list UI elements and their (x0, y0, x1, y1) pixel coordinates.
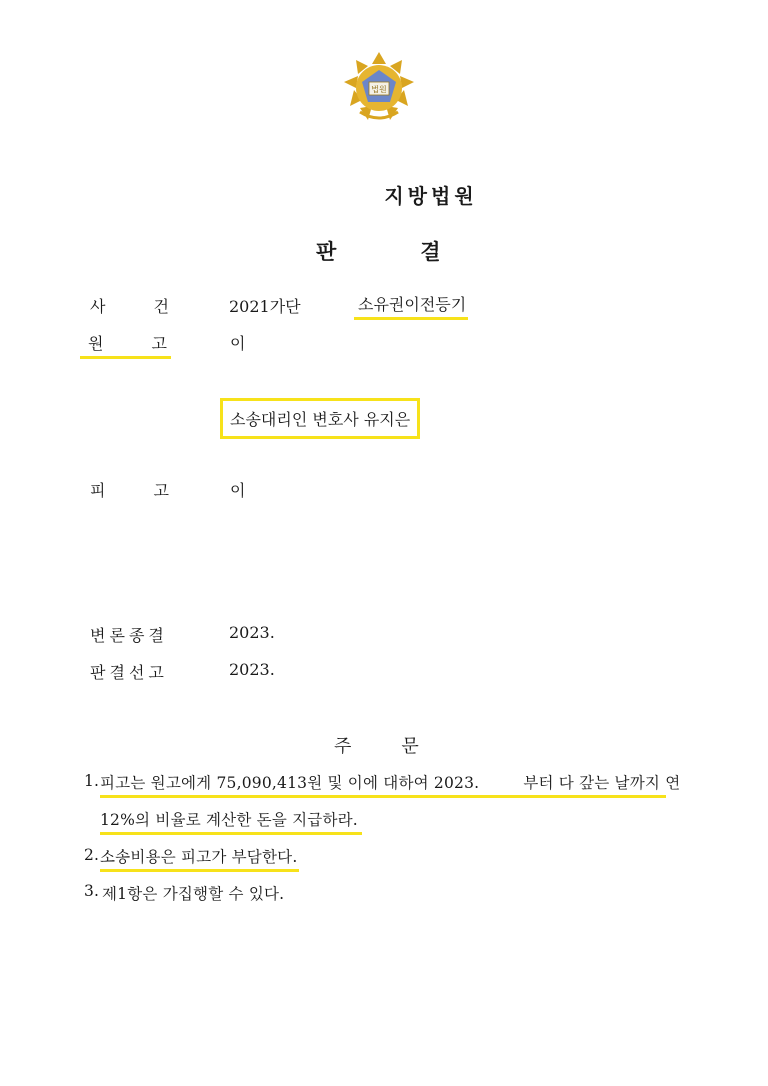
hearing-closed-label-char: 론 (109, 626, 125, 645)
judgment-date-label-char: 결 (109, 663, 125, 682)
plaintiff-name: 이 (230, 334, 246, 353)
order-item-2-text: 소송비용은 피고가 부담한다. (100, 845, 299, 872)
plaintiff-label-char: 원 (88, 334, 104, 353)
judgment-date-label-char: 판 (90, 663, 106, 682)
order-item-1-text-b: 부터 다 갚는 날까지 연 (523, 774, 681, 792)
order-section-title (334, 732, 419, 758)
court-name: 지방법원 (384, 184, 478, 208)
judgment-date-label (90, 660, 164, 683)
order-item-3-text: 제1항은 가집행할 수 있다. (102, 885, 285, 903)
judgment-date-label-char: 선 (128, 663, 145, 682)
hearing-closed-label (90, 623, 164, 646)
court-emblem (342, 50, 416, 124)
order-item-1-line2: 12%의 비율로 계산한 돈을 지급하라. (100, 808, 362, 835)
hearing-closed-label-char: 종 (128, 626, 145, 645)
hearing-closed-label-char: 결 (148, 626, 164, 645)
svg-text:법원: 법원 (371, 85, 387, 94)
hearing-closed-date: 2023. (229, 623, 275, 642)
document-title-char: 결 (420, 240, 441, 264)
defendant-label (90, 478, 169, 501)
defendant-label-char: 피 (90, 481, 106, 500)
order-item-2-number: 2. (84, 846, 100, 864)
defendant-name: 이 (230, 481, 246, 500)
order-title-char: 주 (334, 736, 352, 757)
order-item-1-text-a: 피고는 원고에게 75,090,413원 및 이에 대하여 2023. (100, 774, 480, 792)
case-label (90, 294, 169, 317)
court-seal-icon (342, 50, 416, 124)
case-label-char: 건 (153, 297, 169, 316)
order-item-3-number: 3. (84, 882, 100, 900)
plaintiff-label-char: 고 (151, 334, 167, 353)
defendant-label-char: 고 (153, 481, 169, 500)
document-title (316, 236, 441, 266)
case-name: 소유권이전등기 (354, 292, 468, 320)
case-label-char: 사 (90, 297, 106, 316)
order-title-char: 문 (401, 736, 419, 757)
plaintiff-label (80, 331, 171, 359)
order-item-1-line1 (100, 771, 681, 798)
case-number: 2021가단 (229, 297, 301, 316)
plaintiff-representative: 소송대리인 변호사 유지은 (220, 398, 420, 439)
judgment-date-label-char: 고 (148, 663, 164, 682)
order-item-1-number: 1. (84, 772, 100, 790)
judgment-date: 2023. (229, 660, 275, 679)
document-title-char: 판 (316, 240, 337, 264)
hearing-closed-label-char: 변 (90, 626, 106, 645)
